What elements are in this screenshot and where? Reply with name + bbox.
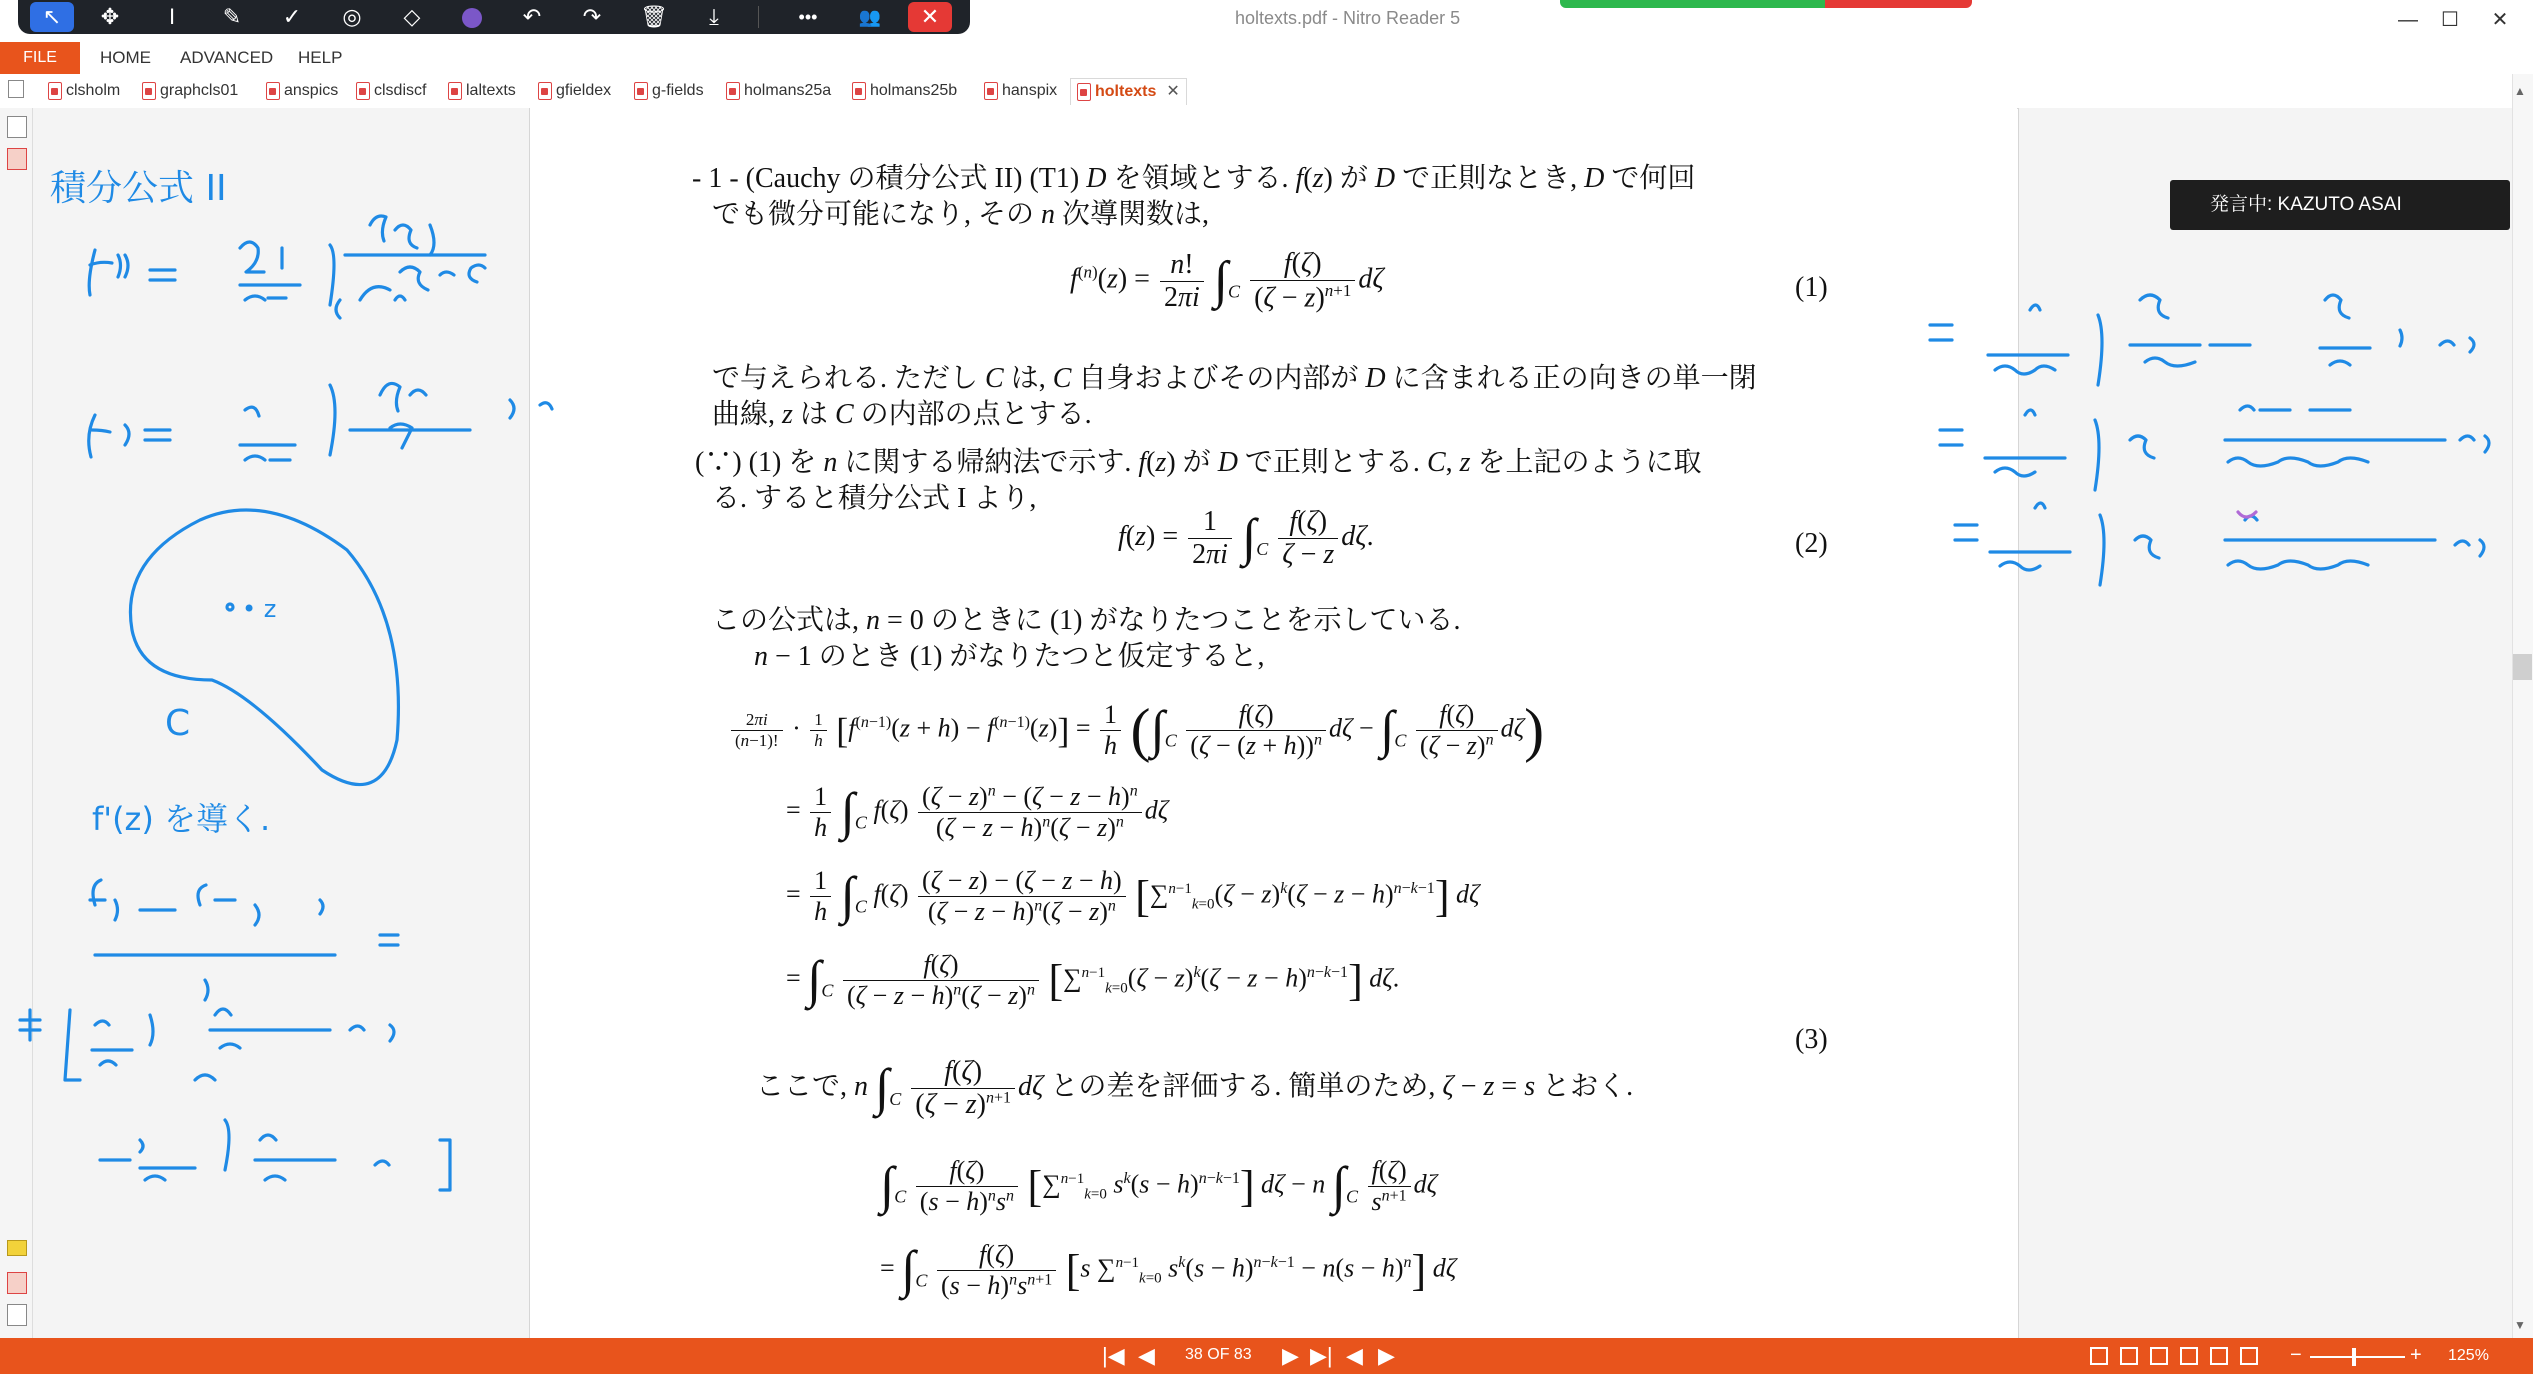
equation-number-1: (1): [1795, 272, 1828, 303]
proof-line-1: (∵) (1) を n に関する帰納法で示す. f(z) が D で正則とする. C, z を上記のように取: [695, 447, 1702, 478]
scroll-up-icon[interactable]: ▲: [2514, 84, 2526, 98]
equation-number-3: (3): [1795, 1024, 1828, 1055]
tab-holmans25b[interactable]: holmans25b: [852, 78, 957, 104]
zoom-in-button[interactable]: +: [2410, 1344, 2422, 1366]
menu-bar: [0, 40, 2533, 74]
tab-g-fields[interactable]: g-fields: [634, 78, 704, 104]
pdf-icon: [1077, 83, 1091, 101]
scroll-down-icon[interactable]: ▼: [2514, 1318, 2526, 1332]
theorem-line-3: で与えられる. ただし C は, C 自身およびその内部が D に含まれる正の向きの単一閉: [712, 363, 1757, 394]
eraser-tool-icon[interactable]: ◇: [403, 4, 421, 29]
trash-icon[interactable]: 🗑: [640, 4, 668, 29]
tab-graphcls01[interactable]: graphcls01: [142, 78, 238, 104]
equation-3-line-3: = $\frac{1}{h}$ $\int_C$ f(ζ) $\frac{(\zeta - z) - (\zeta - z - h)}{(\zeta - z - h)^n(\zeta - z)^n}$ $[\sum^{n-1}_{k=0}(\zeta - z)^k(\zeta - z - h)^{n-k-1}]$ dζ: [786, 866, 1480, 926]
ink-point-label: • z: [242, 595, 277, 623]
single-page-view-icon[interactable]: [2090, 1347, 2108, 1365]
proof-line-4: n − 1 のとき (1) がなりたつと仮定すると,: [754, 641, 1265, 672]
pdf-icon: [726, 82, 740, 100]
back-view-button[interactable]: ◀: [1346, 1343, 1363, 1368]
tab-anspics[interactable]: anspics: [266, 78, 338, 104]
first-page-button[interactable]: |◀: [1102, 1343, 1125, 1368]
ink-derivative-note: f'(z) を導く.: [92, 800, 271, 838]
equation-4-line-2: = $\int_C$ $\frac{f(\zeta)}{(s - h)^ns^{n+1}}$ [s ∑$^{n-1}_{k=0}$ $s^k(s - h)^{n-k-1} - n(s - h)^n$] dζ: [880, 1240, 1457, 1300]
equation-1: $f^{(n)}(z)$ = $\frac{n!}{2\pi i}$ $\int_C$ $\frac{f(\zeta)}{(\zeta - z)^{n+1}}$ dζ: [1070, 248, 1384, 314]
pdf-icon: [538, 82, 552, 100]
pdf-icon: [356, 82, 370, 100]
next-page-button[interactable]: ▶: [1282, 1343, 1299, 1368]
annotation-toolbar: [18, 0, 970, 34]
zoom-out-button[interactable]: −: [2290, 1344, 2302, 1366]
meeting-indicator-red: [1825, 0, 1972, 8]
fullscreen-icon[interactable]: [2240, 1347, 2258, 1365]
ink-curve-label: C: [165, 703, 191, 744]
color-picker-icon[interactable]: [450, 2, 494, 32]
proof-line-2: る. すると積分公式 I より,: [712, 483, 1037, 514]
prev-page-button[interactable]: ◀: [1138, 1343, 1155, 1368]
proof-line-5: ここで, n $\int_C$ $\frac{f(\zeta)}{(\zeta - z)^{n+1}}$ dζ との差を評価する. 簡単のため, ζ − z = s とおく.: [756, 1056, 1634, 1120]
pdf-icon: [142, 82, 156, 100]
facing-view-icon[interactable]: [2150, 1347, 2168, 1365]
stamp-tool-icon[interactable]: ◎: [342, 4, 362, 29]
tab-list-icon[interactable]: [8, 80, 24, 98]
pdf-icon: [266, 82, 280, 100]
pdf-icon: [48, 82, 62, 100]
speaker-badge: 発言中: KAZUTO ASAI: [2170, 180, 2510, 230]
window-close-button[interactable]: ✕: [2491, 9, 2509, 31]
ink-title: 積分公式 II: [50, 168, 227, 209]
facing-continuous-view-icon[interactable]: [2180, 1347, 2198, 1365]
minimize-button[interactable]: —: [2398, 9, 2418, 31]
equation-number-2: (2): [1795, 528, 1828, 559]
tab-holmans25a[interactable]: holmans25a: [726, 78, 831, 104]
last-page-button[interactable]: ▶|: [1310, 1343, 1333, 1368]
tab-clsdiscf[interactable]: clsdiscf: [356, 78, 426, 104]
pages-panel-icon[interactable]: [7, 116, 27, 138]
forward-view-button[interactable]: ▶: [1378, 1343, 1395, 1368]
equation-3-line-4: = $\int_C$ $\frac{f(\zeta)}{(\zeta - z - h)^n(\zeta - z)^n}$ $[\sum^{n-1}_{k=0}(\zeta - z)^k(\zeta - z - h)^{n-k-1}]$ dζ.: [786, 950, 1400, 1010]
maximize-button[interactable]: ☐: [2441, 9, 2459, 31]
page-indicator[interactable]: 38 OF 83: [1185, 1346, 1252, 1363]
comments-icon[interactable]: [7, 1240, 27, 1256]
left-margin-area: [33, 108, 530, 1338]
select-tool-icon[interactable]: ↖: [30, 2, 74, 32]
zoom-slider-knob[interactable]: [2352, 1348, 2356, 1366]
tab-hanspix[interactable]: hanspix: [984, 78, 1057, 104]
check-tool-icon[interactable]: ✓: [282, 4, 302, 29]
equation-3-line-2: = $\frac{1}{h}$ $\int_C$ f(ζ) $\frac{(\zeta - z)^n - (\zeta - z - h)^n}{(\zeta - z - h)^n(\zeta - z)^n}$ dζ: [786, 782, 1169, 842]
continuous-view-icon[interactable]: [2120, 1347, 2138, 1365]
pdf-icon: [984, 82, 998, 100]
meeting-indicator-green: [1560, 0, 1825, 8]
zoom-slider[interactable]: [2310, 1356, 2405, 1358]
equation-2: f(z) = $\frac{1}{2\pi i}$ $\int_C$ $\frac{f(\zeta)}{\zeta - z}$ dζ.: [1118, 506, 1374, 570]
home-menu[interactable]: HOME: [100, 48, 151, 67]
theorem-line-1: - 1 - (Cauchy の積分公式 II) (T1) D を領域とする. f(z) が D で正則なとき, D で何回: [692, 163, 1696, 194]
zoom-level[interactable]: 125%: [2448, 1347, 2489, 1364]
move-tool-icon[interactable]: ✥: [100, 4, 120, 29]
theorem-line-4: 曲線, z は C の内部の点とする.: [712, 399, 1092, 430]
tab-laltexts[interactable]: laltexts: [448, 78, 516, 104]
right-margin-area: [2018, 108, 2513, 1338]
scrollbar-thumb[interactable]: [2513, 654, 2532, 680]
vertical-scrollbar[interactable]: [2512, 74, 2533, 1338]
tab-holtexts[interactable]: holtexts ✕: [1070, 78, 1187, 105]
tab-close-icon[interactable]: ✕: [1166, 83, 1180, 100]
more-icon[interactable]: •••: [798, 7, 818, 27]
pdf-icon: [448, 82, 462, 100]
attachments-icon[interactable]: [7, 1272, 27, 1294]
redo-icon[interactable]: ↷: [582, 4, 602, 29]
left-tool-rail: [0, 108, 33, 1338]
bookmarks-panel-icon[interactable]: [7, 148, 27, 170]
toolbar-separator: [758, 6, 759, 28]
pdf-icon: [634, 82, 648, 100]
fit-width-icon[interactable]: [2210, 1347, 2228, 1365]
text-tool-icon[interactable]: I: [168, 4, 176, 29]
tab-clsholm[interactable]: clsholm: [48, 78, 120, 104]
participants-icon[interactable]: 👥: [858, 7, 882, 27]
pen-tool-icon[interactable]: ✎: [222, 4, 242, 29]
help-menu[interactable]: HELP: [298, 48, 343, 67]
download-icon[interactable]: ⤓: [709, 4, 719, 29]
file-menu[interactable]: FILE: [0, 42, 80, 74]
pdf-icon: [852, 82, 866, 100]
tab-gfieldex[interactable]: gfieldex: [538, 78, 611, 104]
undo-icon[interactable]: ↶: [522, 4, 542, 29]
theorem-line-2: でも微分可能になり, その n 次導関数は,: [712, 199, 1210, 230]
equation-3-line-1: $\frac{2\pi i}{(n-1)!}$ · $\frac{1}{h}$ $[f^{(n-1)}(z + h) - f^{(n-1)}(z)]$ = $\frac{1}{h}$ ($\int_C$ $\frac{f(\zeta)}{(\zeta - (z + h))^n}$ $d\zeta - \int_C$ $\frac{f(\zeta)}{(\zeta - z)^n}$ dζ): [728, 696, 1544, 765]
window-title: holtexts.pdf - Nitro Reader 5: [1235, 8, 1461, 28]
equation-4-line-1: $\int_C$ $\frac{f(\zeta)}{(s - h)^ns^n}$ [∑$^{n-1}_{k=0}$ $s^k(s - h)^{n-k-1}$] dζ − n $\int_C$ $\frac{f(\zeta)}{s^{n+1}}$ dζ: [880, 1156, 1438, 1216]
layers-icon[interactable]: [7, 1304, 27, 1326]
advanced-menu[interactable]: ADVANCED: [180, 48, 274, 67]
toolbar-close-icon[interactable]: ✕: [908, 2, 952, 32]
proof-line-3: この公式は, n = 0 のときに (1) がなりたつことを示している.: [712, 605, 1461, 636]
